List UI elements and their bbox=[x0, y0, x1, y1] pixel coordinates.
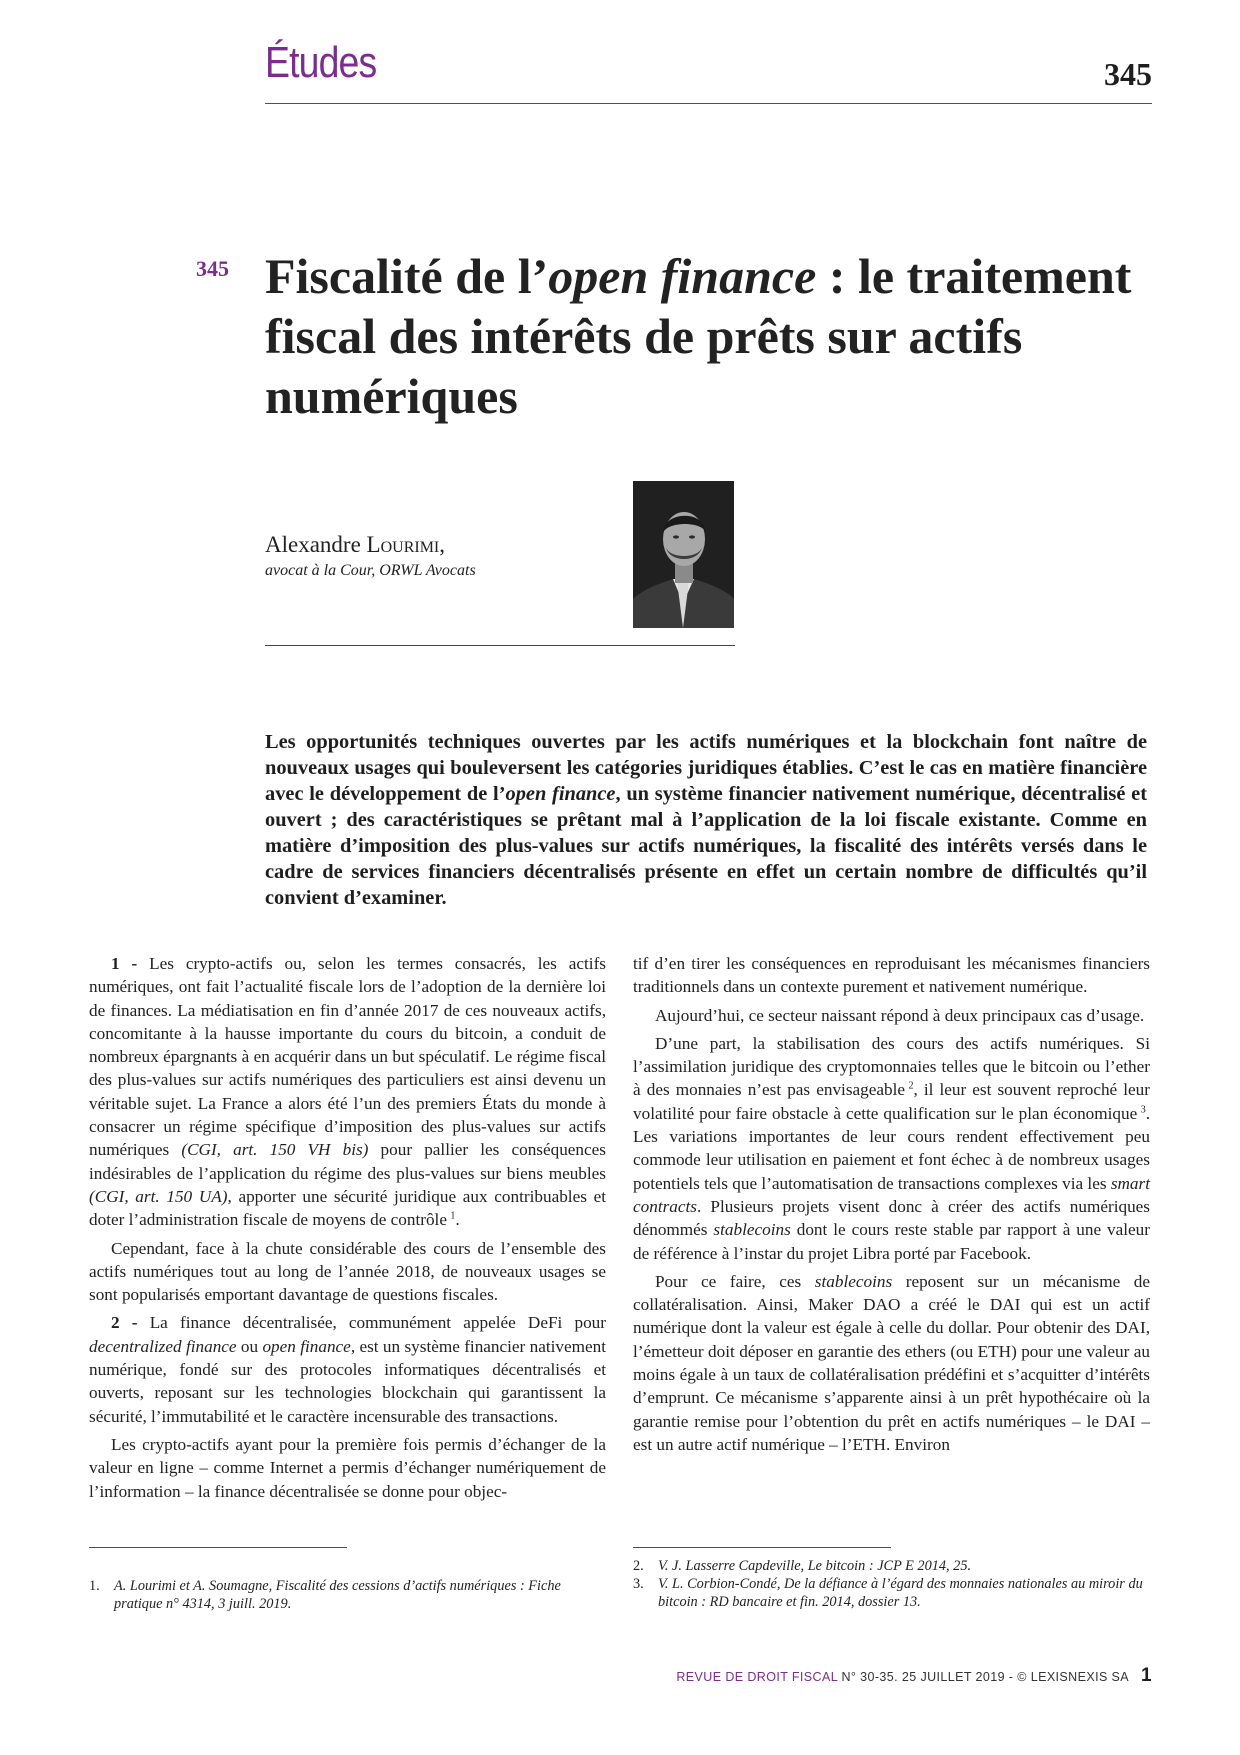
paragraph-text: Pour ce faire, ces bbox=[655, 1271, 815, 1291]
paragraph-text: Les crypto-actifs ou, selon les termes consacrés, les actifs numériques, ont fait l’actualité fiscale lors de l’adoption de la dernière loi de finances. La médiatisation en fin d’année 2017 de ces nouveaux actifs, concomitante à la hausse importante du cours du bitcoin, a conduit de nombreux épargnants à en acquérir dans un but spéculatif. Le régime fiscal des plus-values sur actifs numériques des particuliers est ainsi devenu un véritable sujet. La France a alors été l’un des premiers États du monde à consacrer un régime spécifique d’imposition des plus-values sur actifs numériques bbox=[89, 954, 606, 1160]
footnote-ref: 2 bbox=[908, 1080, 914, 1092]
footnote-number: 3. bbox=[633, 1576, 644, 1592]
abstract-part2: , un système financier nativement numérique, décentralisé et ouvert ; des caractéristiques se prêtant mal à l’application de la loi fiscale existante. Comme en matière d’imposition des plus-values sur actifs numériques, la fiscalité des intérêts versés dans le cadre de services financiers décentralisés présente en effet un certain nombre de difficultés qu’il convient d’examiner. bbox=[265, 783, 1148, 909]
paragraph-text: , il leur est souvent reproché leur volatilité pour faire obstacle à cette qualification sur le plan économique bbox=[633, 1080, 1150, 1123]
italic-term: smart contracts bbox=[633, 1173, 1150, 1216]
portrait-illustration bbox=[633, 481, 734, 628]
paragraph-text: , est un système financier nativement numérique, fondé sur des protocoles informatiques décentralisés et ouverts, reposant sur les technologies blockchain qui garantissent la sécurité, l’immutabilité et le caractère incensurable des transactions. bbox=[89, 1336, 606, 1426]
paragraph-text: . Plusieurs projets visent donc à créer des actifs numériques dénommés bbox=[633, 1196, 1150, 1240]
footnote-number: 1. bbox=[89, 1578, 100, 1594]
footnote-rule-left bbox=[89, 1547, 347, 1548]
abstract-part1: Les opportunités techniques ouvertes par les actifs numériques et la blockchain font naître de nouveaux usages qui bouleversent les catégories juridiques établies. C’est le cas en matière financière avec le développement de l’ bbox=[265, 731, 1147, 805]
paragraph-text: D’une part, la stabilisation des cours des actifs numériques. Si l’assimilation juridique des cryptomonnaies telles que le bitcoin ou l’ether à des monnaies n’est pas envisageable bbox=[633, 1033, 1150, 1100]
paragraph: Cependant, face à la chute considérable des cours de l’ensemble des actifs numériques tout au long de l’année 2018, de nouveaux usages se sont popularisés emportant davantage de questions fiscales. bbox=[89, 1238, 606, 1305]
title-italic: open finance bbox=[548, 248, 817, 304]
paragraph-text: dont le cours reste stable par rapport à une valeur de référence à l’instar du projet Libra porté par Facebook. bbox=[633, 1220, 1150, 1263]
footnotes-right bbox=[633, 1557, 1150, 1611]
footnote-rule-right bbox=[633, 1547, 891, 1548]
paragraph: Aujourd’hui, ce secteur naissant répond à deux principaux cas d’usage. bbox=[655, 1005, 1145, 1025]
footnote bbox=[633, 1575, 1150, 1611]
footnote-number: 2. bbox=[633, 1558, 644, 1574]
footnotes-left bbox=[89, 1577, 606, 1613]
paragraph bbox=[633, 1270, 1150, 1456]
footnote-ref: 1 bbox=[450, 1210, 456, 1222]
paragraph-text: . bbox=[455, 1210, 460, 1230]
footnote-text: A. Lourimi et A. Soumagne, Fiscalité des cessions d’actifs numériques : Fiche pratique n° 4314, 3 juill. 2019. bbox=[114, 1578, 561, 1612]
italic-term: stablecoins bbox=[713, 1220, 791, 1240]
paragraph-text: pour pallier les conséquences indésirables de l’application du régime des plus-values sur biens meubles bbox=[89, 1140, 606, 1183]
issue-info: N° 30-35. 25 JUILLET 2019 - © LEXISNEXIS SA bbox=[837, 1670, 1130, 1684]
italic-term: open finance bbox=[262, 1336, 351, 1356]
abstract-italic: open finance bbox=[505, 783, 616, 805]
paragraph-number: 1 - bbox=[111, 954, 150, 973]
footnote-text: V. J. Lasserre Capdeville, Le bitcoin : JCP E 2014, 25. bbox=[658, 1558, 972, 1574]
paragraph bbox=[633, 1032, 1150, 1265]
author-portrait-photo bbox=[633, 481, 734, 628]
italic-term: decentralized finance bbox=[89, 1336, 237, 1356]
author-comma: , bbox=[439, 532, 446, 557]
paragraph-text: , apporter une sécurité juridique aux contribuables et doter l’administration fiscale de moyens de contrôle bbox=[89, 1186, 606, 1230]
article-number: 345 bbox=[196, 256, 229, 281]
page-number: 345 bbox=[1104, 56, 1152, 92]
footnote-ref: 3 bbox=[1140, 1104, 1146, 1116]
author-last-name: Lourimi bbox=[366, 532, 440, 557]
article-title bbox=[265, 246, 1135, 426]
author-name bbox=[265, 532, 445, 558]
footnote-text: V. L. Corbion-Condé, De la défiance à l’égard des monnaies nationales au miroir du bitcoin : RD bancaire et fin. 2014, dossier 13. bbox=[658, 1576, 1143, 1610]
paragraph-text: reposent sur un mécanisme de collatéralisation. Ainsi, Maker DAO a créé le DAI qui est un actif numérique dont la valeur est égale à celle du dollar. Pour obtenir des DAI, l’émetteur doit déposer en garantie des ethers (ou ETH) pour une valeur au moins égale à un taux de collatéralisation prédéfini et s’acquitter d’intérêts d’emprunt. Ce mécanisme s’apparente ainsi à un prêt hypothécaire où la garantie remise pour l’obtention du prêt en actifs numériques – le DAI – est un autre actif numérique – l’ETH. Environ bbox=[633, 1271, 1151, 1454]
body-column-right bbox=[633, 952, 1150, 1461]
abstract bbox=[265, 729, 1147, 911]
folio-number: 1 bbox=[1141, 1665, 1152, 1686]
legal-reference: (CGI, art. 150 UA) bbox=[89, 1186, 228, 1206]
journal-name: REVUE DE DROIT FISCAL bbox=[676, 1670, 838, 1684]
title-part1: Fiscalité de l’ bbox=[265, 248, 549, 304]
paragraph: Les crypto-actifs ayant pour la première fois permis d’échanger de la valeur en ligne – comme Internet a permis d’échanger numériquement de l’information – la finance décentralisée se donne pour objec- bbox=[89, 1434, 606, 1501]
footnote bbox=[89, 1577, 606, 1613]
footnote bbox=[633, 1557, 1150, 1575]
paragraph-text: La finance décentralisée, communément appelée DeFi pour bbox=[149, 1313, 606, 1333]
paragraph-text: . Les variations importantes de leur cours rendent effectivement peu commode leur utilisation en paiement et font échec à de nombreux usages potentiels tels que l’automatisation de transactions complexes via les bbox=[633, 1103, 1150, 1193]
legal-reference: (CGI, art. 150 VH bis) bbox=[181, 1140, 369, 1160]
section-label: Études bbox=[265, 38, 377, 87]
paragraph-text: ou bbox=[236, 1336, 263, 1356]
paragraph bbox=[89, 1311, 606, 1427]
author-first-name: Alexandre bbox=[265, 532, 367, 557]
title-part2: : le traitement fiscal des intérêts de prêts sur actifs numériques bbox=[265, 248, 1132, 424]
author-role: avocat à la Cour, ORWL Avocats bbox=[265, 562, 476, 579]
paragraph bbox=[89, 952, 606, 1232]
paragraph: tif d’en tirer les conséquences en reproduisant les mécanismes financiers traditionnels dans un contexte purement et nativement numérique. bbox=[633, 954, 1150, 997]
page-footer bbox=[676, 1665, 1152, 1687]
body-column-left bbox=[89, 952, 606, 1508]
paragraph-number: 2 - bbox=[111, 1313, 150, 1333]
header-rule bbox=[265, 103, 1152, 104]
italic-term: stablecoins bbox=[814, 1271, 893, 1291]
author-rule bbox=[265, 645, 735, 646]
